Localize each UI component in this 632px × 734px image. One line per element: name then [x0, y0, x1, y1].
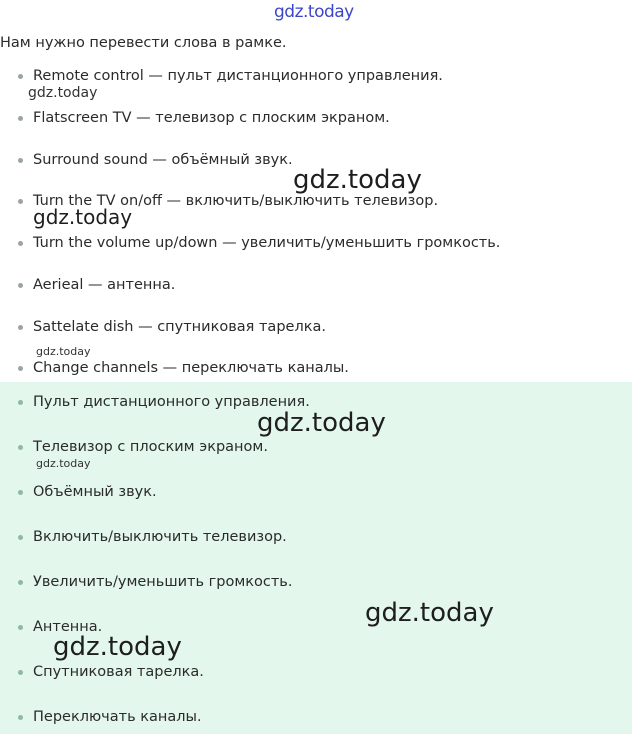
bullet-icon	[18, 490, 23, 495]
list-item-text: Surround sound — объёмный звук.	[33, 152, 293, 168]
list-item-text: Пульт дистанционного управления.	[33, 394, 310, 410]
answer-list	[0, 382, 632, 734]
watermark: gdz.today	[365, 598, 494, 628]
list-item	[0, 189, 438, 213]
list-item	[0, 231, 500, 255]
list-item	[0, 525, 287, 549]
bullet-icon	[18, 158, 23, 163]
list-item-text: Turn the TV on/off — включить/выключить телевизор.	[33, 193, 439, 209]
list-item	[0, 660, 204, 684]
bullet-icon	[18, 625, 23, 630]
list-item	[0, 106, 390, 130]
list-item	[0, 615, 102, 639]
bullet-icon	[18, 199, 23, 204]
task-intro: Нам нужно перевести слова в рамке.	[0, 35, 287, 51]
bullet-icon	[18, 445, 23, 450]
list-item-text: Включить/выключить телевизор.	[33, 529, 287, 545]
bullet-icon	[18, 535, 23, 540]
list-item-text: Turn the volume up/down — увеличить/уменьшить громкость.	[33, 235, 501, 251]
list-item	[0, 356, 349, 380]
watermark: gdz.today	[36, 345, 91, 358]
list-item	[0, 570, 292, 594]
list-item	[0, 64, 443, 88]
bullet-icon	[18, 580, 23, 585]
bullet-icon	[18, 74, 23, 79]
list-item	[0, 273, 175, 297]
list-item	[0, 148, 293, 172]
bullet-icon	[18, 116, 23, 121]
list-item-text: Спутниковая тарелка.	[33, 664, 204, 680]
list-item-text: Aerieal — антенна.	[33, 277, 176, 293]
bullet-icon	[18, 366, 23, 371]
list-item	[0, 315, 326, 339]
list-item-text: Change channels — переключать каналы.	[33, 360, 349, 376]
list-item	[0, 705, 202, 729]
watermark: gdz.today	[36, 457, 91, 470]
list-item-text: Увеличить/уменьшить громкость.	[33, 574, 293, 590]
list-item-text: Телевизор с плоским экраном.	[33, 439, 268, 455]
list-item-text: Remote control — пульт дистанционного управления.	[33, 68, 443, 84]
list-item-text: Flatscreen TV — телевизор с плоским экраном.	[33, 110, 390, 126]
bullet-icon	[18, 283, 23, 288]
bullet-icon	[18, 400, 23, 405]
list-item-text: Sattelate dish — спутниковая тарелка.	[33, 319, 326, 335]
watermark: gdz.today	[28, 85, 98, 101]
bullet-icon	[18, 670, 23, 675]
bullet-icon	[18, 715, 23, 720]
watermark: gdz.today	[53, 632, 182, 662]
watermark: gdz.today	[33, 205, 133, 229]
list-item	[0, 435, 268, 459]
bullet-icon	[18, 325, 23, 330]
list-item	[0, 480, 157, 504]
watermark: gdz.today	[293, 165, 422, 195]
site-watermark-top: gdz.today	[274, 2, 354, 22]
list-item-text: Объёмный звук.	[33, 484, 157, 500]
bullet-icon	[18, 241, 23, 246]
list-item-text: Переключать каналы.	[33, 709, 202, 725]
watermark: gdz.today	[257, 408, 386, 438]
translation-list	[0, 60, 632, 382]
list-item-text: Антенна.	[33, 619, 103, 635]
list-item	[0, 390, 310, 414]
